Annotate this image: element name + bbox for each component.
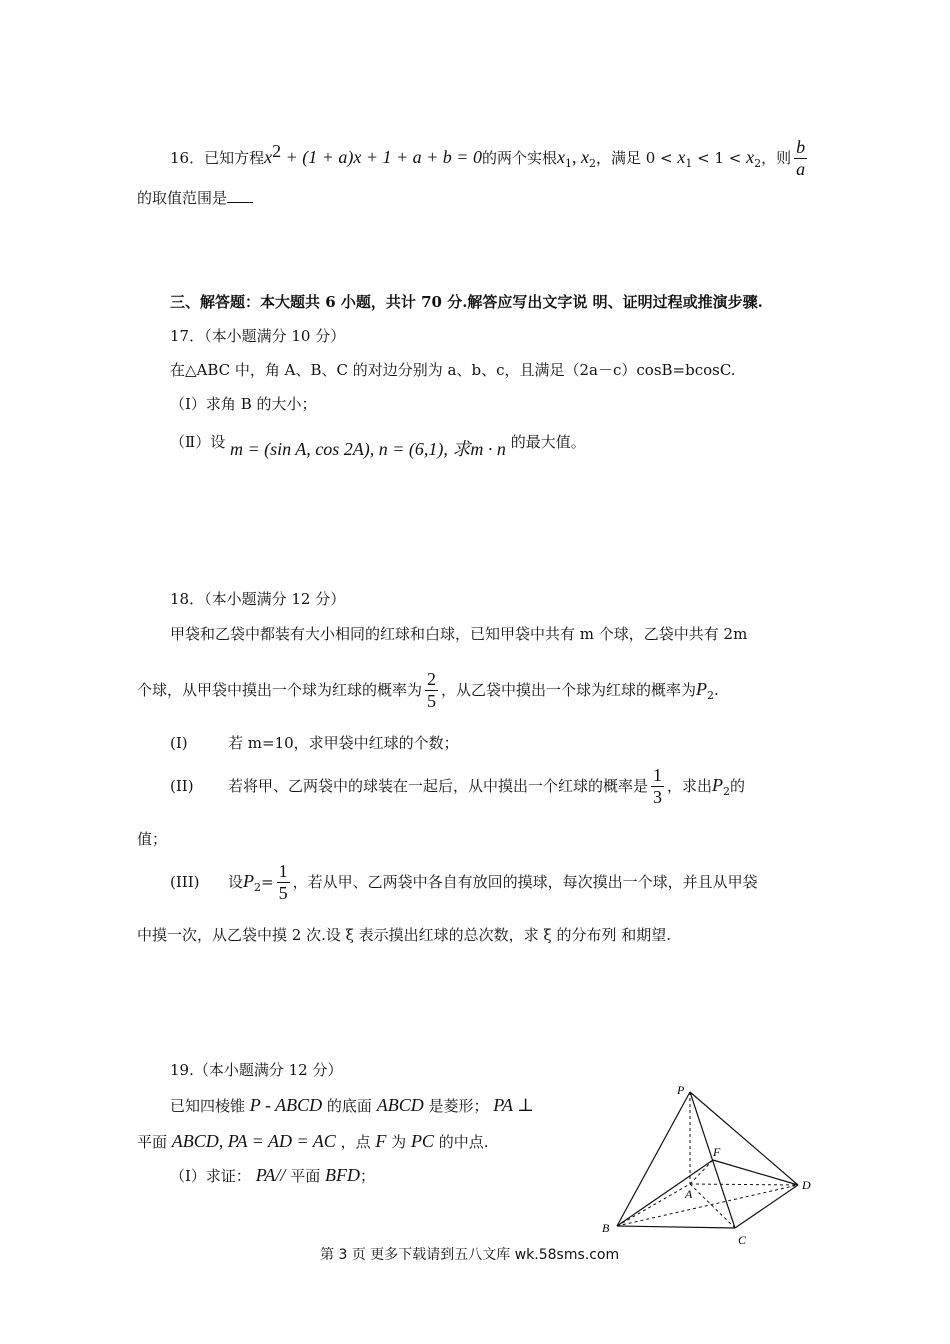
q18-part-iii-cont: 中摸一次，从乙袋中摸 2 次.设 ξ 表示摸出红球的总次数，求 ξ 的分布列 和期望. xyxy=(137,926,671,944)
pyramid-figure xyxy=(595,1080,815,1250)
q18-part-ii: (II) 若将甲、乙两袋中的球装在一起后，从中摸出一个红球的概率是 $\frac{1}{3}$ ，求出$P_2$的 xyxy=(170,765,746,807)
q18-stem2: 个球，从甲袋中摸出一个球为红球的概率为 $\frac{2}{5}$ ，从乙袋中摸出一个球为红球的概率为$P_2$. xyxy=(137,669,719,711)
fraction-two-fifths: $\frac{2}{5}$ xyxy=(427,669,437,711)
edge-BD xyxy=(617,1185,798,1226)
q16-fraction: $\frac{b}{a}$ xyxy=(796,137,806,179)
edge-FD xyxy=(713,1160,798,1185)
q18-stem1: 甲袋和乙袋中都装有大小相同的红球和白球，已知甲袋中共有 m 个球，乙袋中共有 2m xyxy=(170,625,748,643)
label-A: A xyxy=(685,1187,693,1201)
q18-part-iii: (III) 设$P_2=$ $\frac{1}{5}$ ，若从甲、乙两袋中各自有放回的摸球，每次摸出一个球，并且从甲袋 xyxy=(170,861,758,903)
answer-blank xyxy=(227,188,253,203)
fraction-one-fifth: $\frac{1}{5}$ xyxy=(278,861,288,903)
edge-AD xyxy=(690,1184,798,1185)
q17-stem: 在△ABC 中，角 A、B、C 的对边分别为 a、b、c，且满足（2a－c）cosB=bcosC. xyxy=(170,361,736,379)
label-C: C xyxy=(738,1233,747,1247)
page-footer: 第 3 页 更多下载请到五八文库 wk.58sms.com xyxy=(320,1247,620,1263)
q16-line2: 的取值范围是 xyxy=(137,188,253,208)
edge-AF xyxy=(690,1160,713,1184)
q19-line2: 平面 ABCD, PA = AD = AC ，点 F 为 PC 的中点. xyxy=(137,1131,489,1151)
label-P: P xyxy=(677,1083,685,1097)
edge-PB xyxy=(617,1092,690,1226)
q17-part2: （Ⅱ）设 m = (sin A, cos 2A), n = (6,1), 求m · n 的最大值。 xyxy=(170,433,586,459)
label-D: D xyxy=(802,1178,811,1192)
q19-part1: （Ⅰ）求证： PA// 平面 BFD； xyxy=(170,1165,375,1185)
edge-BC xyxy=(617,1226,735,1228)
q17-title: 17．（本小题满分 10 分） xyxy=(170,327,346,345)
q16-line1: 16．已知方程$x^2 + (1 + a)x + 1 + a + b = 0$的两个实根$x_1$, $x_2$，满足 $0 < x_1 < 1 < x_2$，则 $\frac{b}{a}$ xyxy=(170,137,806,179)
edge-CD xyxy=(735,1185,798,1228)
q19-line1: 已知四棱锥 P - ABCD 的底面 ABCD 是菱形； PA ⊥ xyxy=(170,1095,535,1115)
label-B: B xyxy=(602,1221,610,1235)
q18-title: 18．（本小题满分 12 分） xyxy=(170,590,346,608)
fraction-one-third: $\frac{1}{3}$ xyxy=(653,765,663,807)
q18-part-ii-cont: 值； xyxy=(137,830,168,848)
section-heading: 三、解答题：本大题共 6 小题，共计 70 分.解答应写出文字说 明、证明过程或推演步骤. xyxy=(170,293,763,311)
q19-title: 19.（本小题满分 12 分） xyxy=(170,1061,343,1079)
q17-part1: （Ⅰ）求角 B 的大小； xyxy=(170,395,317,413)
edge-PD xyxy=(690,1092,798,1185)
label-F: F xyxy=(713,1145,721,1159)
q18-part-i: (I) 若 m=10，求甲袋中红球的个数； xyxy=(170,734,459,752)
